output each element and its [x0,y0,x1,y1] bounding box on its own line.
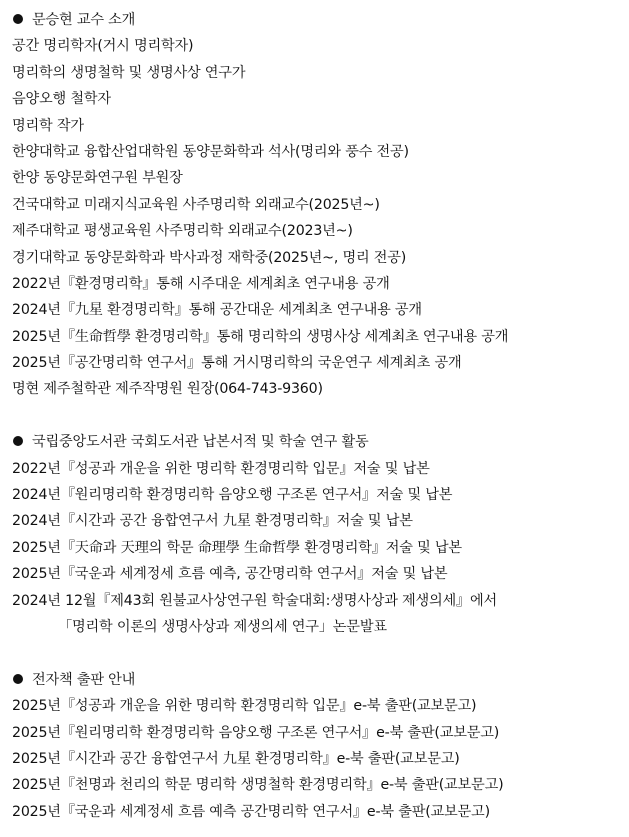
ebook-item: 2025년『시간과 공간 융합연구서 九星 환경명리학』e-북 출판(교보문고) [12,750,460,767]
profile-item: 2025년『生命哲學 환경명리학』통해 명리학의 생명사상 세계최초 연구내용 공개 [12,328,509,345]
profile-item: 경기대학교 동양문화학과 박사과정 재학중(2025년~, 명리 전공) [12,249,407,266]
library-item: 2022년『성공과 개운을 위한 명리학 환경명리학 입문』저술 및 납본 [12,460,430,477]
profile-item: 공간 명리학자(거시 명리학자) [12,38,194,55]
section-gap [0,403,629,429]
bullet-icon [13,674,23,684]
profile-item: 제주대학교 평생교육원 사주명리학 외래교수(2023년~) [12,223,353,240]
library-indented-item: 「명리학 이론의 생명사상과 제생의세 연구」논문발표 [58,618,387,635]
profile-item: 2025년『공간명리학 연구서』통해 거시명리학의 국운연구 세계최초 공개 [12,355,462,372]
ebooks-heading-text: 전자책 출판 안내 [32,671,136,688]
profile-item: 명리학 작가 [12,117,84,134]
library-item: 2025년『天命과 天理의 학문 命理學 生命哲學 환경명리학』저술 및 납본 [12,539,462,556]
ebooks-section [0,667,629,825]
bullet-icon [13,436,23,446]
ebook-item: 2025년『천명과 천리의 학문 명리학 생명철학 환경명리학』e-북 출판(교보문고) [12,777,504,794]
profile-item: 명현 제주철학관 제주작명원 원장(064-743-9360) [12,381,323,398]
library-item: 2025년『국운과 세계정세 흐름 예측, 공간명리학 연구서』저술 및 납본 [12,566,448,583]
profile-heading [12,7,629,33]
library-heading [12,429,629,455]
ebook-item: 2025년『원리명리학 환경명리학 음양오행 구조론 연구서』e-북 출판(교보문고) [12,724,500,741]
section-gap [0,640,629,666]
ebook-item: 2025년『국운과 세계정세 흐름 예측 공간명리학 연구서』e-북 출판(교보문고) [12,803,490,820]
library-section [0,429,629,640]
library-item: 2024년『시간과 공간 융합연구서 九星 환경명리학』저술 및 납본 [12,513,413,530]
profile-section [0,7,629,403]
profile-item: 명리학의 생명철학 및 생명사상 연구가 [12,64,246,81]
ebooks-heading [12,667,629,693]
ebook-item: 2025년『성공과 개운을 위한 명리학 환경명리학 입문』e-북 출판(교보문고) [12,698,477,715]
profile-item: 한양대학교 융합산업대학원 동양문화학과 석사(명리와 풍수 전공) [12,143,409,160]
profile-item: 2024년『九星 환경명리학』통해 공간대운 세계최초 연구내용 공개 [12,302,422,319]
profile-item: 2022년『환경명리학』통해 시주대운 세계최초 연구내용 공개 [12,275,390,292]
library-item: 2024년『원리명리학 환경명리학 음양오행 구조론 연구서』저술 및 납본 [12,487,453,504]
profile-item: 음양오행 철학자 [12,91,111,108]
profile-heading-text: 문승현 교수 소개 [32,12,136,28]
bullet-icon [13,14,23,24]
library-heading-text: 국립중앙도서관 국회도서관 납본서적 및 학술 연구 활동 [32,434,369,451]
library-item: 2024년 12월『제43회 원불교사상연구원 학술대회:생명사상과 제생의세』에서 [12,592,498,609]
profile-item: 한양 동양문화연구원 부원장 [12,170,183,187]
profile-item: 건국대학교 미래지식교육원 사주명리학 외래교수(2025년~) [12,196,380,213]
